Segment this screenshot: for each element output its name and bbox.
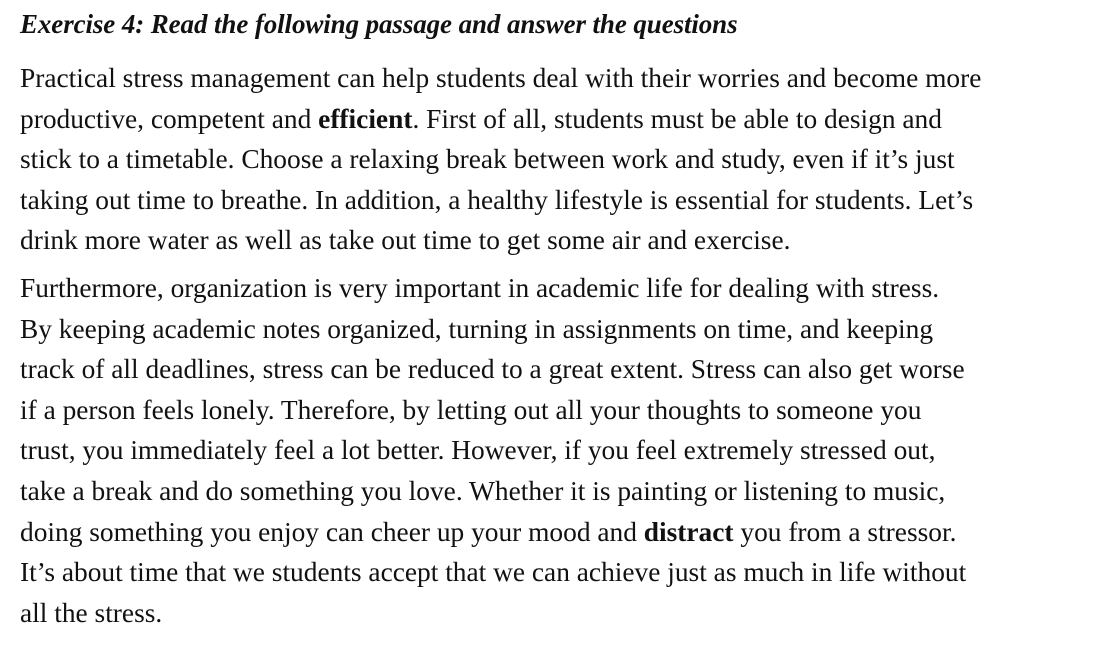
text-line: Practical stress management can help students deal with their worries and become more: [20, 63, 982, 93]
passage-paragraph-1: [20, 58, 1078, 261]
passage-paragraph-2: [20, 268, 1078, 633]
text-line: By keeping academic notes organized, turning in assignments on time, and keeping: [20, 313, 934, 344]
text-line: track of all deadlines, stress can be reduced to a great extent. Stress can also get worse: [20, 354, 965, 385]
text-line: taking out time to breathe. In addition, a healthy lifestyle is essential for students. Let’s: [20, 184, 974, 215]
text-line: take a break and do something you love. Whether it is painting or listening to music,: [20, 475, 946, 506]
text-line: all the stress.: [20, 597, 163, 628]
text-line: doing something you enjoy can cheer up your mood and distract you from a stressor.: [20, 516, 957, 547]
text-line: drink more water as well as take out time to get some air and exercise.: [20, 225, 791, 256]
text-line: Furthermore, organization is very important in academic life for dealing with stress.: [20, 273, 940, 303]
text-line: trust, you immediately feel a lot better. However, if you feel extremely stressed out,: [20, 435, 936, 466]
bold-keyword-distract: distract: [643, 516, 734, 547]
exercise-title: Exercise 4: Read the following passage and answer the questions: [20, 9, 738, 39]
bold-keyword-efficient: efficient: [318, 103, 413, 134]
text-line: if a person feels lonely. Therefore, by letting out all your thoughts to someone you: [20, 394, 922, 425]
text-line: It’s about time that we students accept that we can achieve just as much in life without: [20, 557, 967, 588]
text-line: stick to a timetable. Choose a relaxing break between work and study, even if it’s just: [20, 144, 955, 175]
text-line: productive, competent and efficient. First of all, students must be able to design and: [20, 103, 942, 134]
